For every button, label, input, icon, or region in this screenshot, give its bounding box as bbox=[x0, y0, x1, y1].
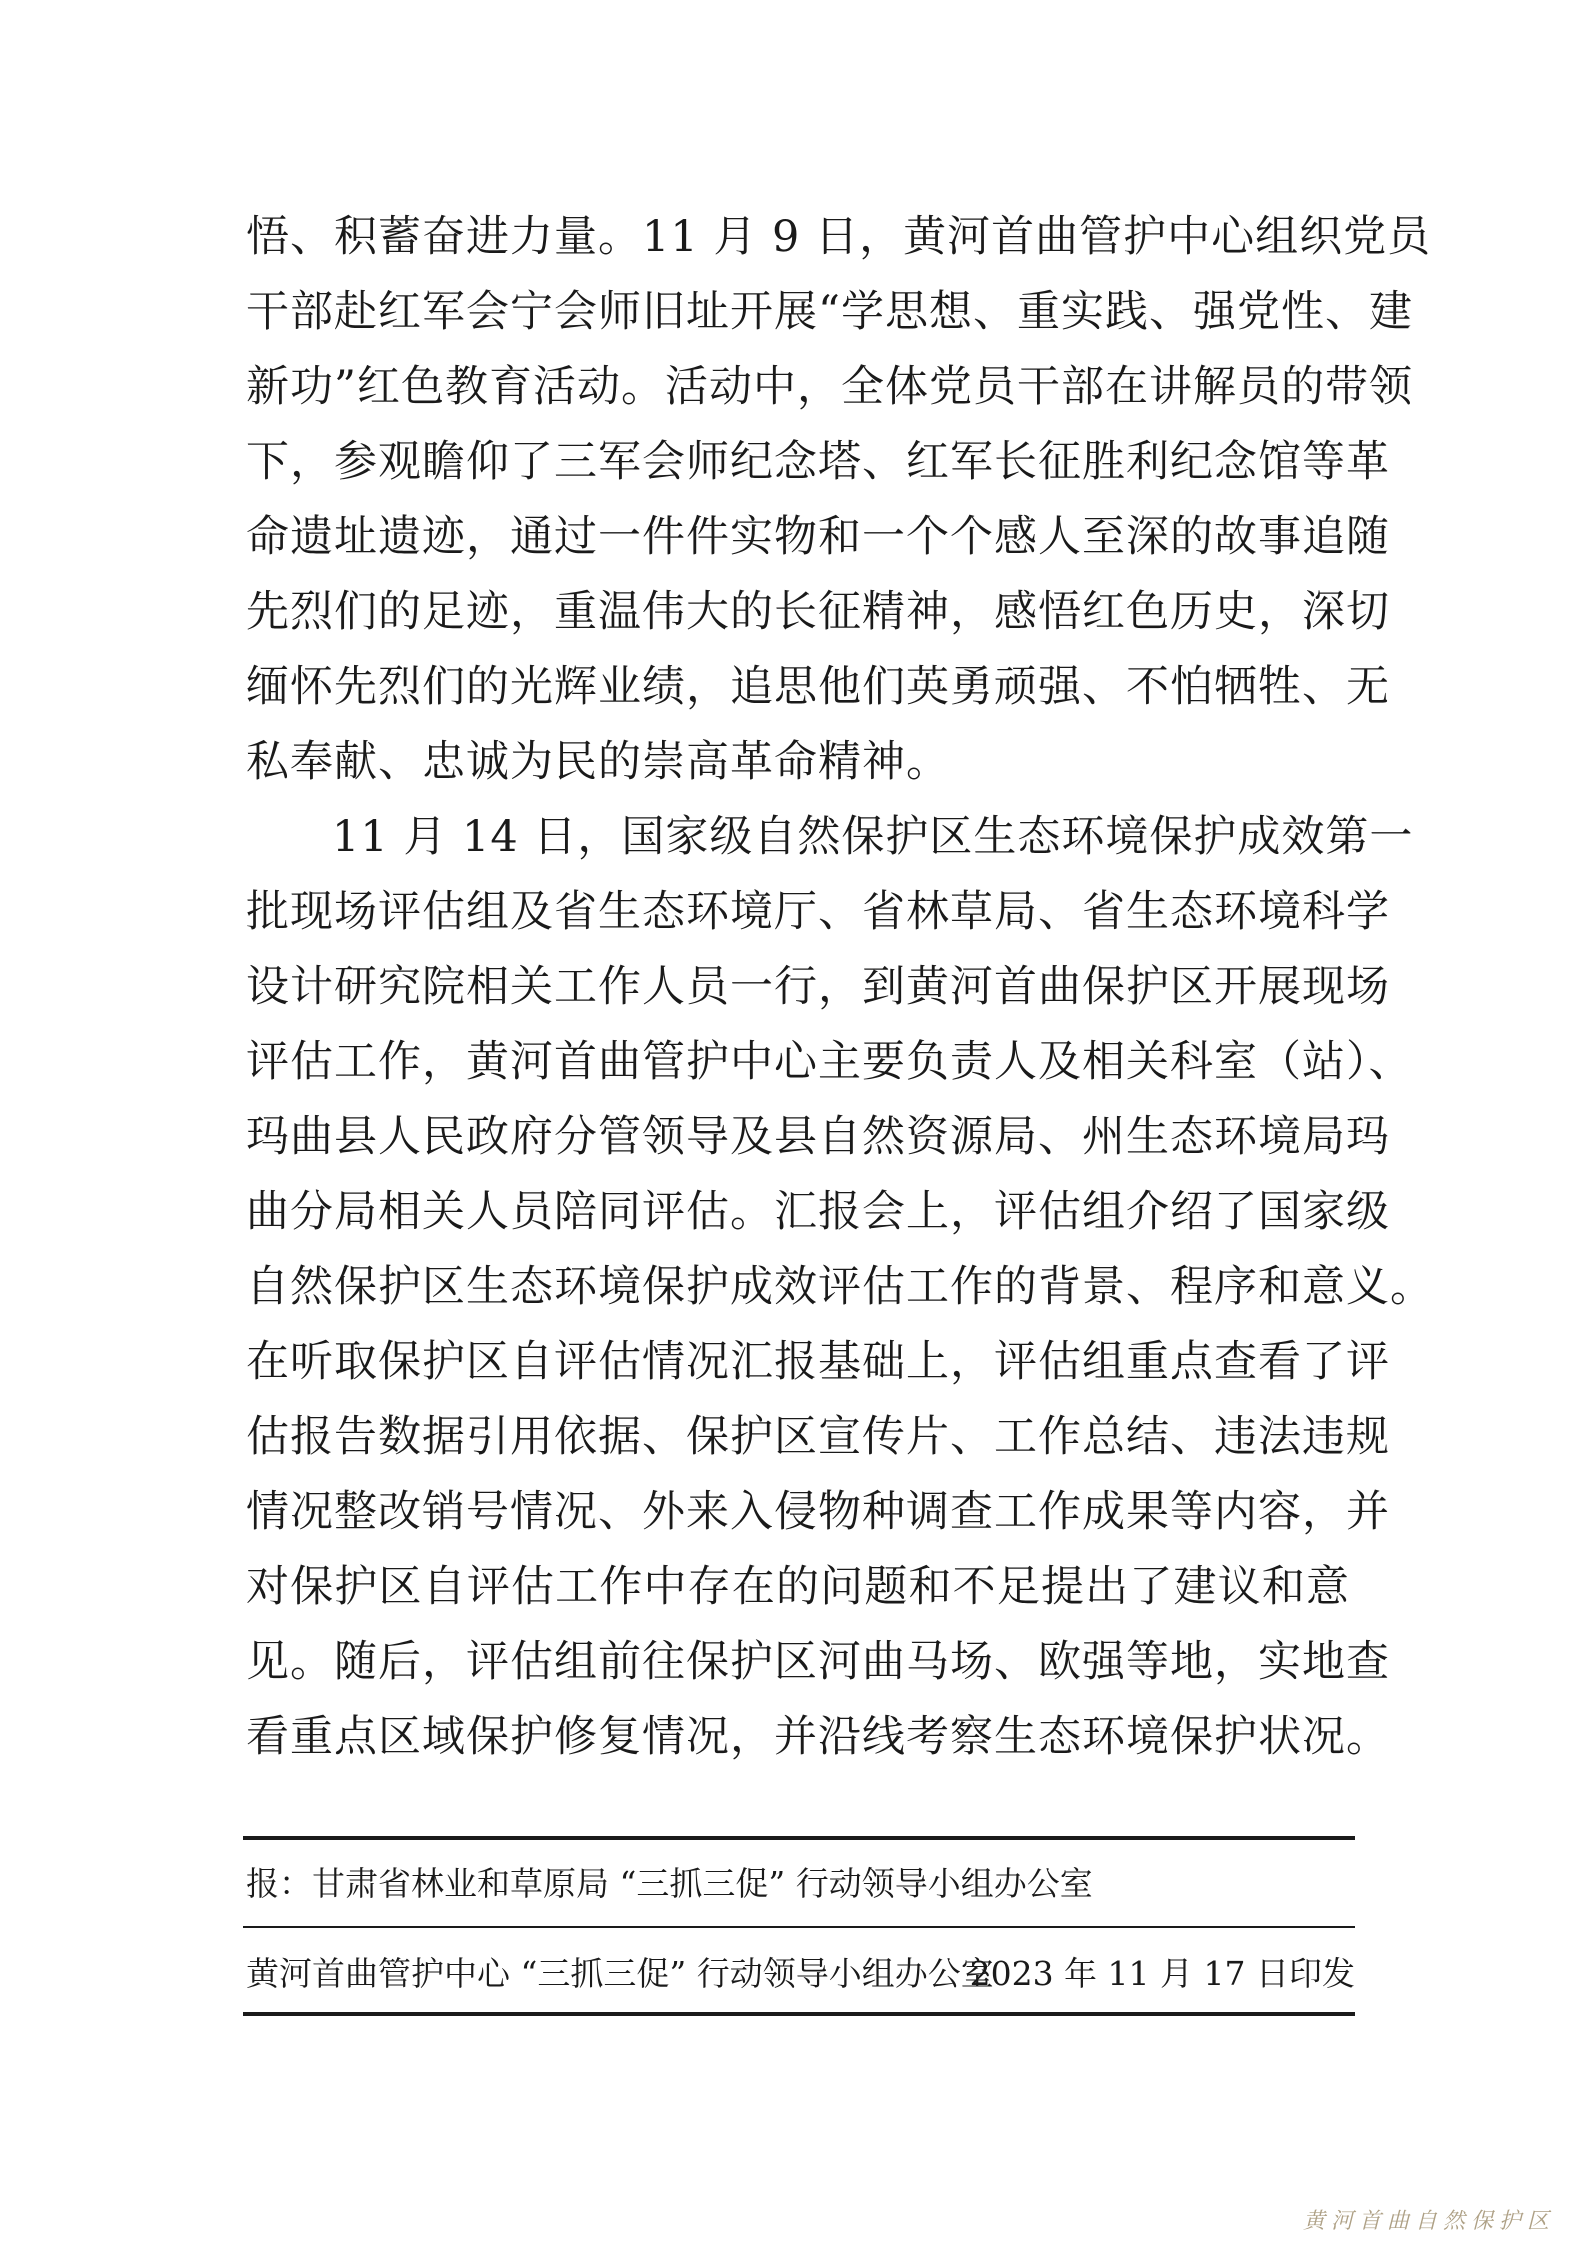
paragraph-1 bbox=[246, 200, 1432, 800]
text-line: 干部赴红军会宁会师旧址开展“学思想、重实践、强党性、建 bbox=[246, 287, 1413, 337]
text-line: 下，参观瞻仰了三军会师纪念塔、红军长征胜利纪念馆等革 bbox=[246, 437, 1390, 487]
text-line: 设计研究院相关工作人员一行，到黄河首曲保护区开展现场 bbox=[246, 962, 1390, 1012]
text-line: 玛曲县人民政府分管领导及县自然资源局、州生态环境局玛 bbox=[246, 1112, 1390, 1162]
text-line: 估报告数据引用依据、保护区宣传片、工作总结、违法违规 bbox=[246, 1412, 1390, 1462]
footer-middle-rule bbox=[243, 1926, 1355, 1928]
text-line: 看重点区域保护修复情况，并沿线考察生态环境保护状况。 bbox=[246, 1712, 1390, 1762]
issue-date: 2023 年 11 月 17 日印发 bbox=[969, 1954, 1355, 1993]
footer-bottom-rule bbox=[243, 2012, 1355, 2016]
text-line: 自然保护区生态环境保护成效评估工作的背景、程序和意义。 bbox=[246, 1262, 1434, 1312]
issuing-office: 黄河首曲管护中心 “三抓三促” 行动领导小组办公室 bbox=[246, 1954, 994, 1993]
text-line: 见。随后，评估组前往保护区河曲马场、欧强等地，实地查 bbox=[246, 1637, 1390, 1687]
text-line: 曲分局相关人员陪同评估。汇报会上，评估组介绍了国家级 bbox=[246, 1187, 1390, 1237]
text-line: 新功”红色教育活动。活动中，全体党员干部在讲解员的带领 bbox=[246, 362, 1413, 412]
text-line: 情况整改销号情况、外来入侵物种调查工作成果等内容，并 bbox=[246, 1487, 1390, 1537]
report-recipient: 报：甘肃省林业和草原局 “三抓三促” 行动领导小组办公室 bbox=[246, 1864, 1093, 1903]
text-line: 对保护区自评估工作中存在的问题和不足提出了建议和意 bbox=[246, 1562, 1350, 1612]
paragraph-2 bbox=[246, 800, 1434, 1775]
text-line: 批现场评估组及省生态环境厅、省林草局、省生态环境科学 bbox=[246, 887, 1390, 937]
text-line: 私奉献、忠诚为民的崇高革命精神。 bbox=[246, 737, 950, 787]
text-line: 缅怀先烈们的光辉业绩，追思他们英勇顽强、不怕牺牲、无 bbox=[246, 662, 1390, 712]
watermark: 黄河首曲自然保护区 bbox=[1302, 2209, 1555, 2234]
text-line: 评估工作，黄河首曲管护中心主要负责人及相关科室（站）、 bbox=[246, 1037, 1413, 1087]
body-text bbox=[246, 200, 1434, 1775]
text-line: 11 月 14 日，国家级自然保护区生态环境保护成效第一 bbox=[332, 812, 1414, 862]
text-line: 先烈们的足迹，重温伟大的长征精神，感悟红色历史，深切 bbox=[246, 587, 1390, 637]
text-line: 命遗址遗迹，通过一件件实物和一个个感人至深的故事追随 bbox=[246, 512, 1390, 562]
footer-top-rule bbox=[243, 1836, 1355, 1840]
text-line: 在听取保护区自评估情况汇报基础上，评估组重点查看了评 bbox=[246, 1337, 1390, 1387]
text-line: 悟、积蓄奋进力量。11 月 9 日，黄河首曲管护中心组织党员 bbox=[246, 212, 1432, 262]
